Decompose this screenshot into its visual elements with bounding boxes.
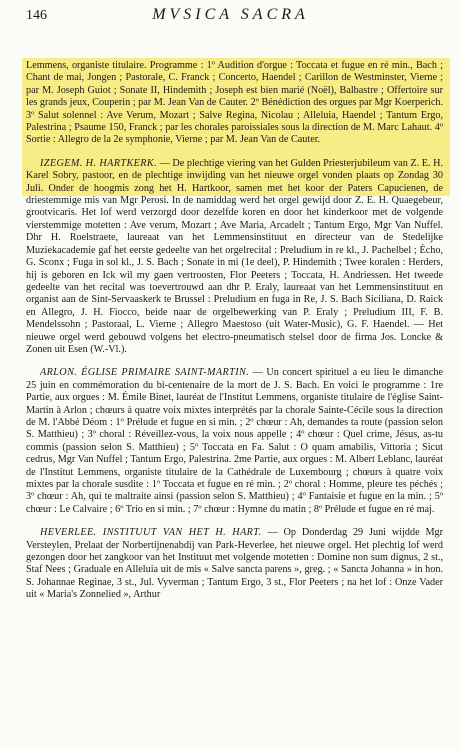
- continued-paragraph: Lemmens, organiste titulaire. Programme : 1º Audition d'orgue : Toccata et fugue en ré min., Bach ; Chant de mai, Jongen ; Pastorale, C. Franck ; Concerto, Haendel ; Carillon de Westminster, Vierne ; par M. Joseph Guiot ; Sonate II, Hindemith ; Joseph est bien marié (Noël), Balbastre ; Offertoire sur les grands jeux, Couperin ; par M. Jean Van de Cauter. 2º Bénédiction des orgues par Mgr Koerperich. 3º Salut solennel : Ave Verum, Mozart ; Salve Regina, Nicolau ; Alleluia, Haendel ; Tantum Ergo, Palestrina ; Psaume 150, Franck ; par les chorales paroissiales sous la direction de M. Marc Lahaut. 4º Sortie : Allegro de la 2e symphonie, Vierne ; par M. Jean Van de Cauter.: [26, 60, 443, 146]
- section-izegem: [26, 158, 443, 357]
- section-text: — Un concert spirituel a eu lieu le dimanche 25 juin en commémoration du bi-centenaire de la mort de J. S. Bach. En voici le programme : 1re Partie, aux orgues : M. Émile Binet, lauréat de l'Institut Lemmens, organiste titulaire de l'église Saint-Martin à Arlon ; chœurs à quatre voix mixtes interprétés par la chorale Sainte-Cécile sous la direction de M. l'Abbé Déom : 1º Prélude et fugue en si min. ; 2º chœur : Ah, demandes ta route (passion selon S. Matthieu) ; 3º choral : Réveillez-vous, la voix nous appelle ; 4º chœur : Quel crime, Jésus, as-tu commis (passion selon S. Matthieu) ; 5º Toccata en Fa. Salut : O quam amabilis, Vittoria ; Sicut cedrus, Mgr Van Nuffel ; Tantum Ergo, Palestrina. 2me Partie, aux orgues : M. Albert Leblanc, lauréat de l'Institut Lemmens, organiste titulaire de la Cathédrale de Luxembourg ; chœurs à quatre voix mixtes par la chorale susdite : 1º Toccata et fugue en ré min. ; 2º choral : Homme, pleure tes péchés ; 3º chœur : Ah, qui te maltraite ainsi (passion selon S. Matthieu) ; 4º Fantaisie et fugue en la min. ; 5º chœur : Le Calvaire ; 6º Trio en si min. ; 7º chœur : Hymne du matin ; 8º Prélude et fugue en ré maj.: [26, 367, 443, 515]
- page-header: [26, 6, 435, 32]
- section-heverlee: [26, 527, 443, 601]
- section-heading: ARLON. ÉGLISE PRIMAIRE SAINT-MARTIN.: [40, 367, 250, 379]
- section-text: — De plechtige viering van het Gulden Priesterjubileum van Z. E. H. Karel Sobry, pastoor, en de plechtige inwijding van het nieuwe orgel vonden plaats op Zondag 30 Juli. Onder de hoogmis zong het H. Hartkoor, samen met het koor der Paters Capucienen, de driestemmige mis van Mgr Perosi. In de namiddag werd het orgel gewijd door Z. E. H. Quaegebeur, grootvicaris. Het lof werd verzorgd door dezelfde koren en door het kinderkoor met de volgende vierstemmige motetten : Ave verum, Mozart ; Ave Maria, Arcadelt ; Tantum Ergo, Mgr Van Nuffel. Dhr H. Roelstraete, laureaat van het Lemmensinstituut en directeur van de Stedelijke Muziekacademie gaf het eerste gedeelte van het orgelrecital : Preludium in re kl., J. Pachelbel ; Écho, G. Sconx ; Fuga in sol kl., J. S. Bach ; Sonate in mi (1e deel), P. Hindemith ; Twee koralen : Herders, hij is geboren en Ick wil my gaen vertroosten, Flor Peeters ; Toccata, H. Andriessen. Het tweede gedeelte van het recital was toevertrouwd aan dhr P. Eraly, laureaat van het Lemmensinstituut en organist aan de Sint-Servaaskerk te Brussel : Preludium en fuga in Re, J. S. Bach Siciliana, D. Raick en Allegro, J. H. Fiocco, beide naar de orgelbewerking van P. Eraly ; Preludium III, F. B. Mendelssohn ; Pastoraal, L. Vierne ; Allegro Maestoso (uit Water-Music), G. F. Haendel. — Het nieuwe orgel werd gebouwd volgens het electro-pneumatisch stelsel door de firma Jos. Loncke & Zonen uit Esen (W.-Vl.).: [26, 157, 443, 355]
- running-head: MVSICA SACRA: [152, 6, 309, 23]
- section-heading: HEVERLEE. INSTITUUT VAN HET H. HART.: [40, 527, 262, 539]
- section-arlon: [26, 367, 443, 516]
- page-body: [26, 60, 443, 602]
- page-number: 146: [26, 8, 47, 23]
- section-heading: IZEGEM. H. HARTKERK.: [40, 157, 158, 169]
- section-text: — Op Donderdag 29 Juni wijdde Mgr Versteylen, Prelaat der Norbertijnenabdij van Park-Heverlee, het nieuwe orgel. Het plechtig lof werd gezongen door het zangkoor van het Instituut met volgende motetten : Domine non sum dignus, 2 st., Staf Nees ; Graduale en Alleluia uit de mis « Salve sancta parens », greg. ; « Sancta Johanna » in hon. S. Johannae Reginae, 3 st., Jul. Vyverman ; Tantum Ergo, 3 st., Flor Peeters ; na het lof : Onze Vader uit « Maria's Zonnelied », Arthur: [26, 527, 444, 601]
